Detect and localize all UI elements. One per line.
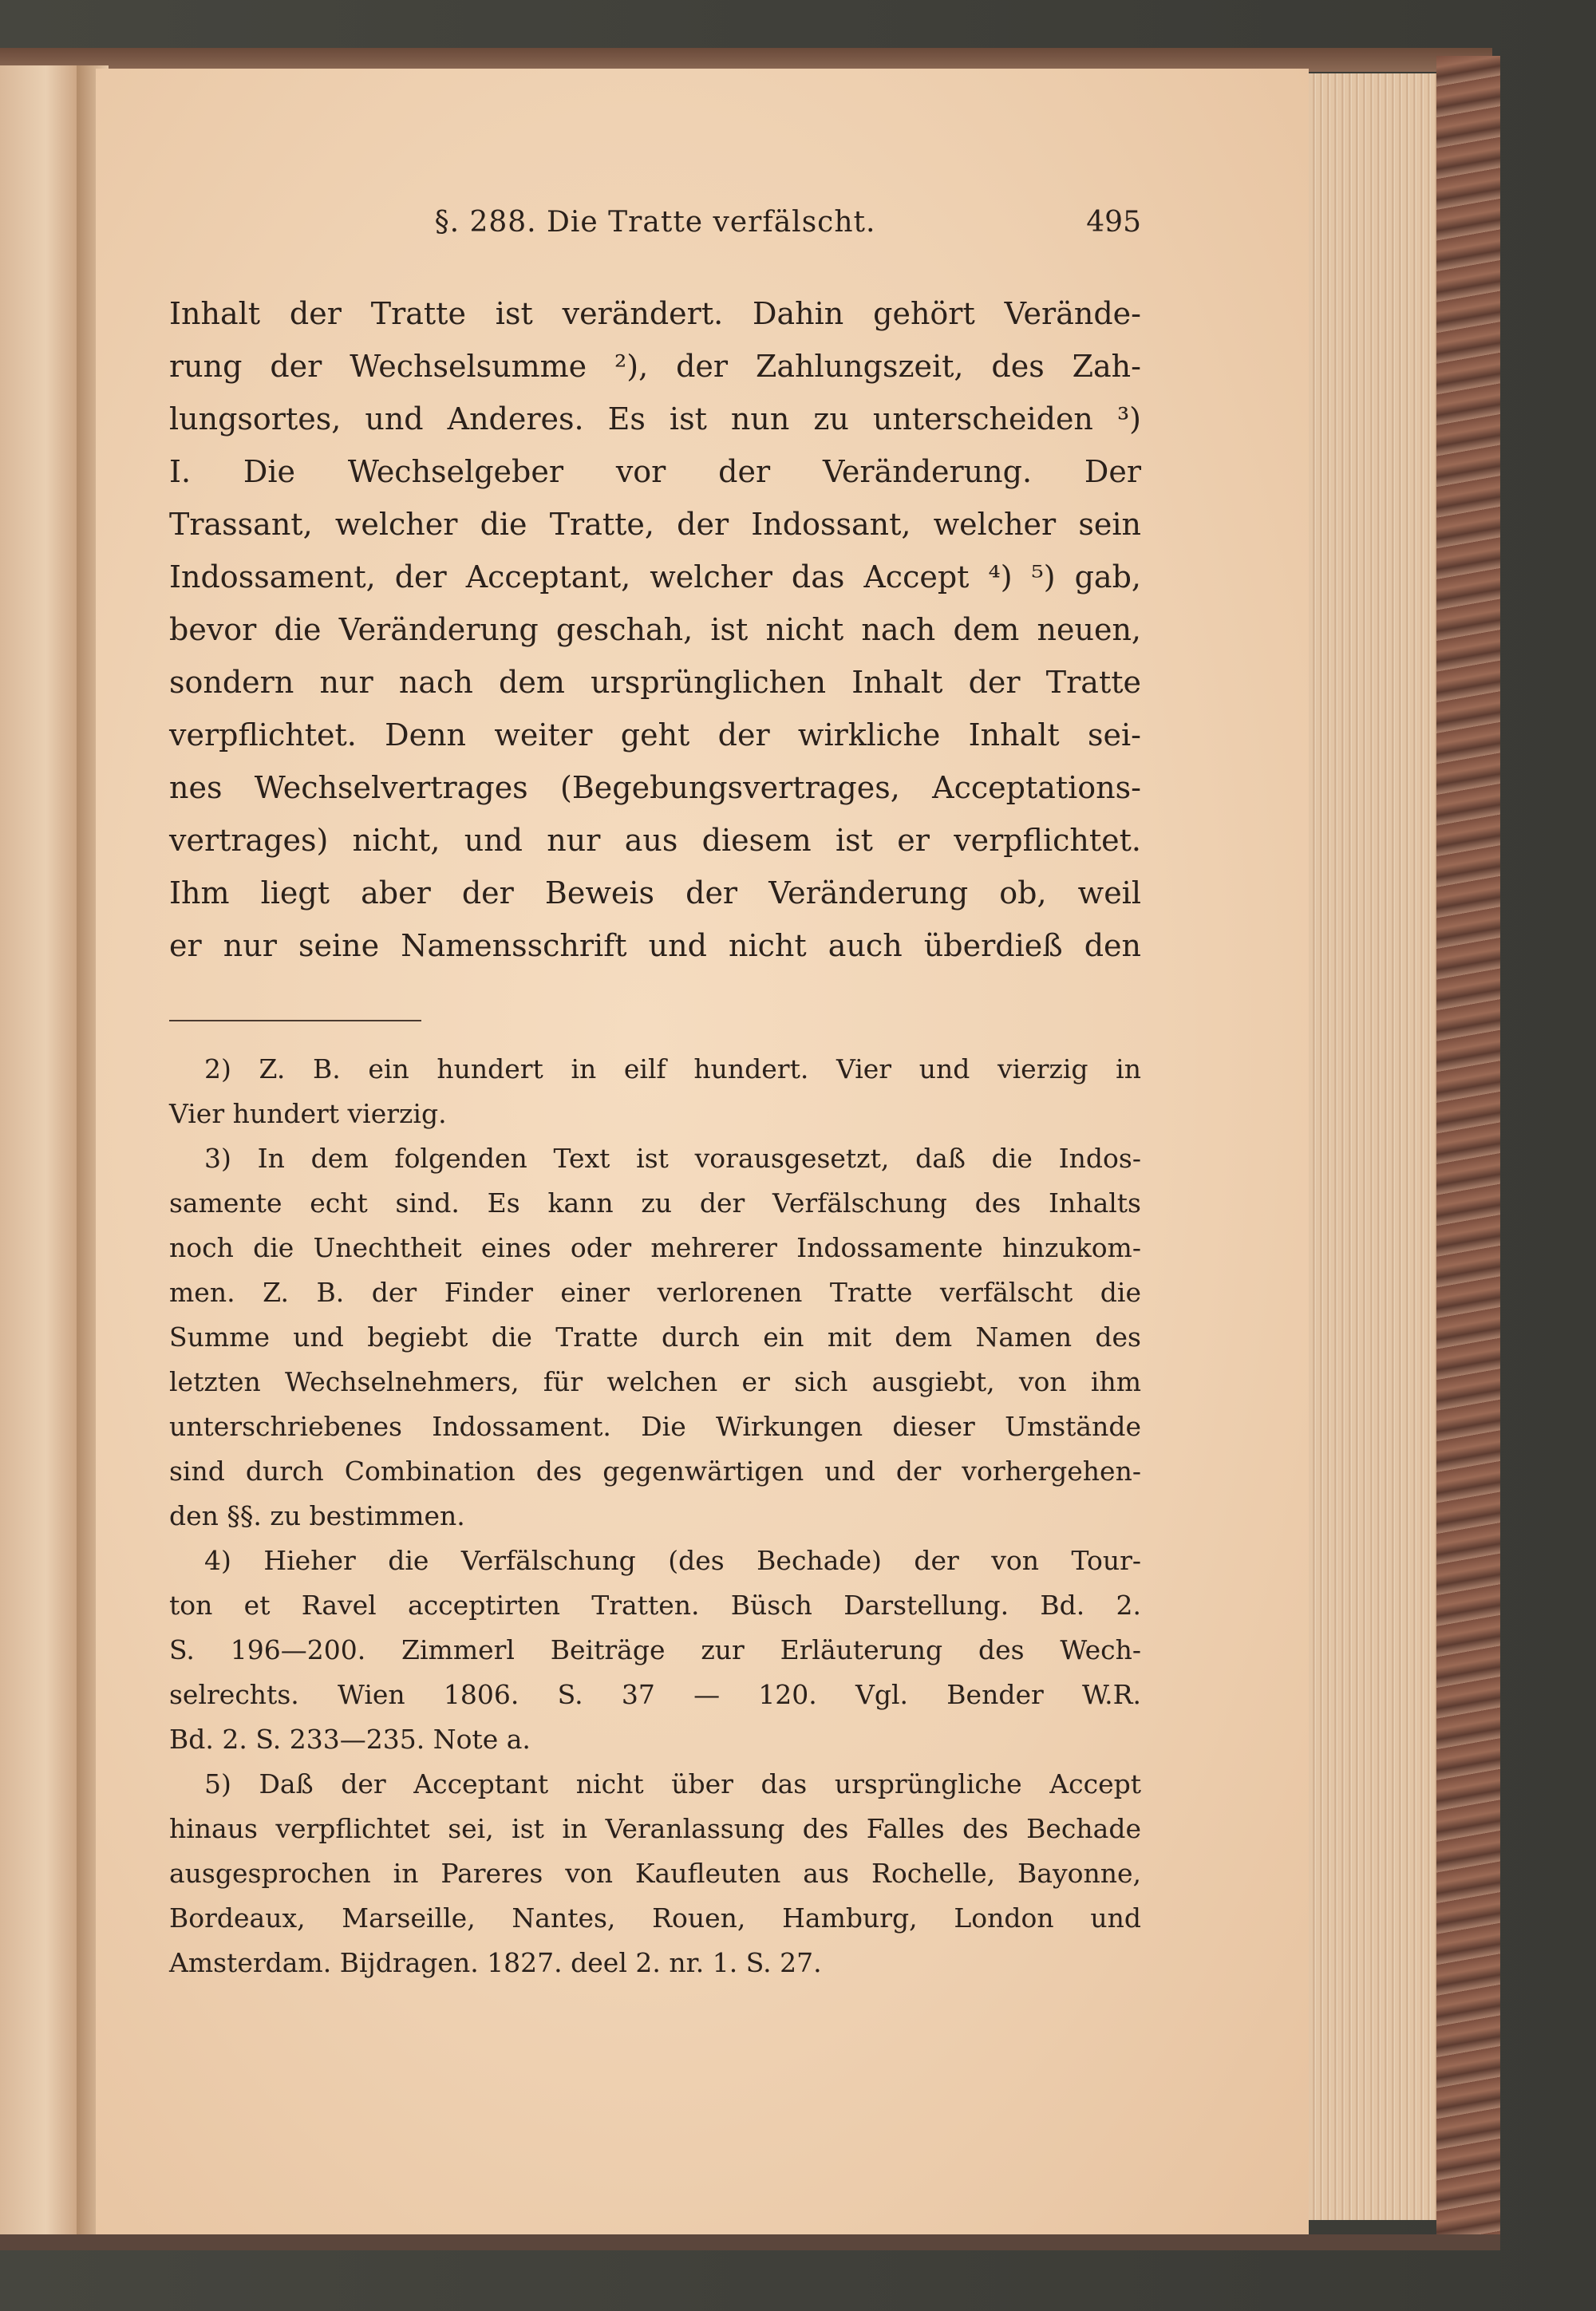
footnote-line: men. Z. B. der Finder einer verlorenen Tratte verfälscht die bbox=[169, 1277, 1141, 1308]
page-number: 495 bbox=[1086, 206, 1141, 239]
body-line: verpflichtet. Denn weiter geht der wirkliche Inhalt sei- bbox=[169, 717, 1141, 753]
footnote-line: den §§. zu bestimmen. bbox=[169, 1500, 465, 1531]
footnote-line: ton et Ravel acceptirten Tratten. Büsch Darstellung. Bd. 2. bbox=[169, 1590, 1141, 1621]
footnote-line: 4) Hieher die Verfälschung (des Bechade) der von Tour- bbox=[204, 1545, 1141, 1576]
footnote-line: Summe und begiebt die Tratte durch ein mit dem Namen des bbox=[169, 1321, 1141, 1353]
body-line: sondern nur nach dem ursprünglichen Inhalt der Tratte bbox=[169, 665, 1141, 700]
section-title: §. 288. Die Tratte verfälscht. bbox=[434, 206, 876, 239]
footnote-line: sind durch Combination des gegenwärtigen und der vorhergehen- bbox=[169, 1456, 1141, 1487]
body-line: Indossament, der Acceptant, welcher das Accept ⁴) ⁵) gab, bbox=[169, 559, 1141, 595]
body-line: Ihm liegt aber der Beweis der Veränderung ob, weil bbox=[169, 875, 1141, 911]
footnote-line: samente echt sind. Es kann zu der Verfälschung des Inhalts bbox=[169, 1187, 1141, 1219]
marbled-cover-edge bbox=[1436, 56, 1500, 2242]
body-line: Trassant, welcher die Tratte, der Indossant, welcher sein bbox=[169, 507, 1141, 542]
left-page-edge bbox=[0, 65, 77, 2244]
footnotes bbox=[169, 1047, 1141, 1985]
footnote-line: Vier hundert vierzig. bbox=[169, 1098, 447, 1129]
footnote-line: 3) In dem folgenden Text ist vorausgesetzt, daß die Indos- bbox=[204, 1143, 1141, 1174]
footnote-line: 5) Daß der Acceptant nicht über das ursprüngliche Accept bbox=[204, 1768, 1141, 1799]
body-text bbox=[169, 287, 1141, 972]
footnote-line: noch die Unechtheit eines oder mehrerer Indossamente hinzukom- bbox=[169, 1232, 1141, 1263]
body-line: lungsortes, und Anderes. Es ist nun zu unterscheiden ³) bbox=[169, 401, 1141, 437]
footnote-line: Amsterdam. Bijdragen. 1827. deel 2. nr. 1. S. 27. bbox=[169, 1947, 822, 1978]
book-bottom-edge bbox=[0, 2234, 1500, 2250]
footnote-line: hinaus verpflichtet sei, ist in Veranlassung des Falles des Bechade bbox=[169, 1813, 1141, 1844]
running-header bbox=[169, 206, 1141, 251]
footnote-line: Bd. 2. S. 233—235. Note a. bbox=[169, 1724, 531, 1755]
body-line: vertrages) nicht, und nur aus diesem ist er verpflichtet. bbox=[169, 823, 1141, 858]
body-line: I. Die Wechselgeber vor der Veränderung. Der bbox=[169, 454, 1141, 489]
footnote-line: selrechts. Wien 1806. S. 37 — 120. Vgl. Bender W.R. bbox=[169, 1679, 1141, 1710]
footnote-line: Bordeaux, Marseille, Nantes, Rouen, Hamburg, London und bbox=[169, 1902, 1141, 1934]
footnote-line: 2) Z. B. ein hundert in eilf hundert. Vier und vierzig in bbox=[204, 1053, 1141, 1084]
footnote-separator bbox=[169, 1020, 421, 1021]
body-line: bevor die Veränderung geschah, ist nicht nach dem neuen, bbox=[169, 612, 1141, 647]
body-line: nes Wechselvertrages (Begebungsvertrages, Acceptations- bbox=[169, 770, 1141, 805]
body-line: er nur seine Namensschrift und nicht auch überdieß den bbox=[169, 928, 1141, 963]
page-fore-edge bbox=[1309, 73, 1444, 2220]
footnote-line: letzten Wechselnehmers, für welchen er sich ausgiebt, von ihm bbox=[169, 1366, 1141, 1397]
footnote-line: S. 196—200. Zimmerl Beiträge zur Erläuterung des Wech- bbox=[169, 1634, 1141, 1665]
footnote-line: ausgesprochen in Pareres von Kaufleuten aus Rochelle, Bayonne, bbox=[169, 1858, 1141, 1889]
body-line: Inhalt der Tratte ist verändert. Dahin gehört Verände- bbox=[169, 296, 1141, 331]
body-line: rung der Wechselsumme ²), der Zahlungszeit, des Zah- bbox=[169, 349, 1141, 384]
footnote-line: unterschriebenes Indossament. Die Wirkungen dieser Umstände bbox=[169, 1411, 1141, 1442]
